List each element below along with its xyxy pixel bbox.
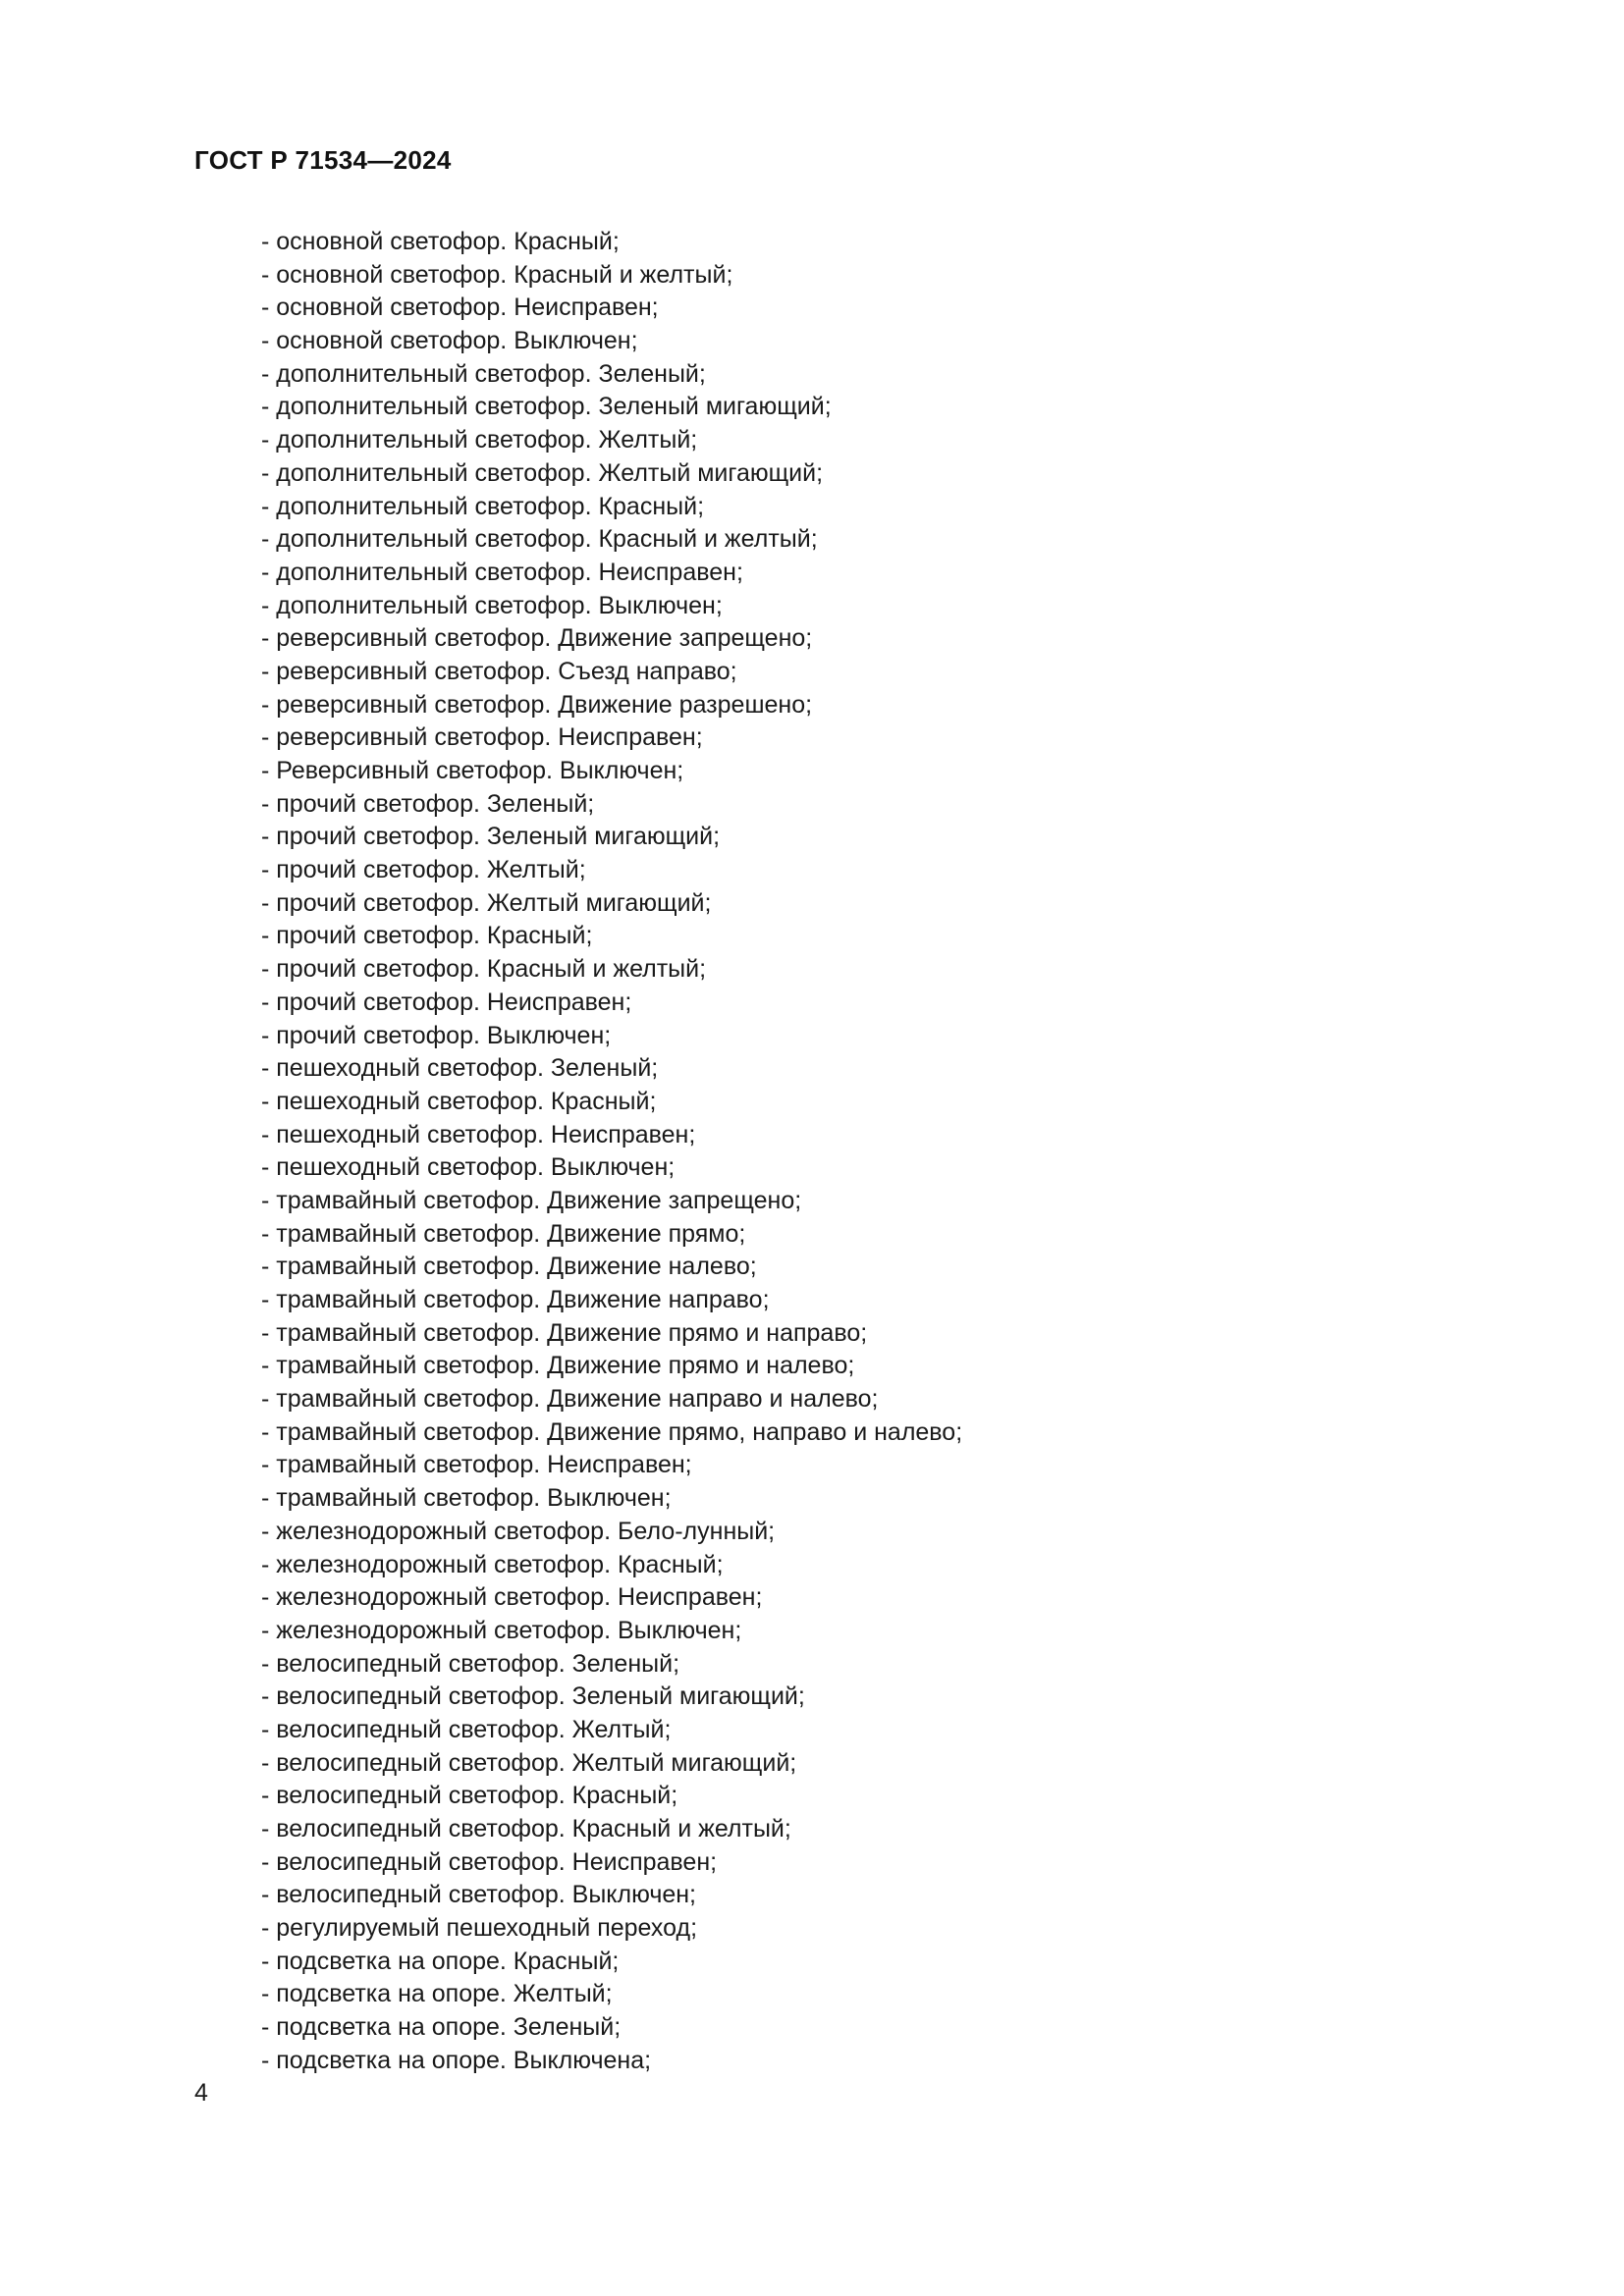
document-header: ГОСТ Р 71534—2024 [194,145,452,175]
list-item: - прочий светофор. Желтый мигающий; [261,888,712,917]
list-item: - прочий светофор. Красный; [261,922,593,950]
list-item: - подсветка на опоре. Зеленый; [261,2013,622,2042]
list-item: - пешеходный светофор. Выключен; [261,1153,676,1182]
list-item: - велосипедный светофор. Красный и желтый; [261,1815,791,1842]
list-item: - дополнительный светофор. Желтый мигающий; [261,458,824,487]
list-item: - пешеходный светофор. Зеленый; [261,1054,659,1083]
list-item: - трамвайный светофор. Движение направо; [261,1286,770,1313]
list-item: - прочий светофор. Неисправен; [261,988,632,1016]
list-item: - основной светофор. Красный; [261,228,620,255]
list-item: - дополнительный светофор. Желтый; [261,426,698,454]
list-item: - дополнительный светофор. Красный; [261,492,705,520]
list-item: - основной светофор. Выключен; [261,327,638,355]
list-item: - велосипедный светофор. Красный; [261,1782,678,1810]
page-number: 4 [194,2079,208,2107]
list-item: - велосипедный светофор. Выключен; [261,1881,696,1909]
list-item: - железнодорожный светофор. Красный; [261,1550,724,1578]
list-item: - железнодорожный светофор. Бело-лунный; [261,1517,776,1545]
list-item: - дополнительный светофор. Зеленый мигающий; [261,393,832,421]
list-item: - дополнительный светофор. Зеленый; [261,359,706,388]
list-item: - трамвайный светофор. Движение прямо и направо; [261,1318,868,1347]
list-item: - трамвайный светофор. Выключен; [261,1484,672,1513]
list-item: - реверсивный светофор. Движение разрешено; [261,690,813,719]
list-item: - трамвайный светофор. Движение прямо; [261,1219,746,1248]
list-item: - велосипедный светофор. Зеленый мигающий; [261,1682,805,1711]
list-item: - трамвайный светофор. Движение прямо и налево; [261,1352,855,1380]
list-item: - подсветка на опоре. Желтый; [261,1980,613,2008]
list-item: - велосипедный светофор. Зеленый; [261,1649,680,1678]
signal-state-list [261,226,962,2078]
list-item: - велосипедный светофор. Желтый мигающий; [261,1748,797,1777]
list-item: - прочий светофор. Зеленый; [261,789,595,818]
list-item: - прочий светофор. Красный и желтый; [261,955,707,984]
list-item: - трамвайный светофор. Движение прямо, направо и налево; [261,1417,963,1446]
list-item: - реверсивный светофор. Движение запрещено; [261,624,813,653]
list-item: - пешеходный светофор. Красный; [261,1087,657,1115]
list-item: - подсветка на опоре. Красный; [261,1947,620,1975]
list-item: - Реверсивный светофор. Выключен; [261,757,684,784]
list-item: - пешеходный светофор. Неисправен; [261,1120,696,1148]
list-item: - прочий светофор. Выключен; [261,1021,612,1049]
list-item: - трамвайный светофор. Движение налево; [261,1253,757,1281]
list-item: - основной светофор. Красный и желтый; [261,260,733,289]
list-item: - трамвайный светофор. Неисправен; [261,1451,692,1479]
list-item: - трамвайный светофор. Движение направо и налево; [261,1385,879,1414]
list-item: - дополнительный светофор. Выключен; [261,591,723,619]
list-item: - подсветка на опоре. Выключена; [261,2046,652,2074]
list-item: - железнодорожный светофор. Неисправен; [261,1583,763,1612]
list-item: - основной светофор. Неисправен; [261,294,659,322]
list-item: - реверсивный светофор. Съезд направо; [261,657,737,685]
list-item: - прочий светофор. Желтый; [261,856,586,884]
list-item: - железнодорожный светофор. Выключен; [261,1616,742,1644]
list-item: - дополнительный светофор. Красный и желтый; [261,525,818,554]
list-item: - велосипедный светофор. Желтый; [261,1715,672,1743]
list-item: - реверсивный светофор. Неисправен; [261,723,703,752]
list-item: - велосипедный светофор. Неисправен; [261,1847,718,1876]
list-item: - прочий светофор. Зеленый мигающий; [261,823,721,851]
list-item: - дополнительный светофор. Неисправен; [261,558,743,586]
list-item: - регулируемый пешеходный переход; [261,1914,698,1943]
list-item: - трамвайный светофор. Движение запрещено; [261,1186,802,1214]
